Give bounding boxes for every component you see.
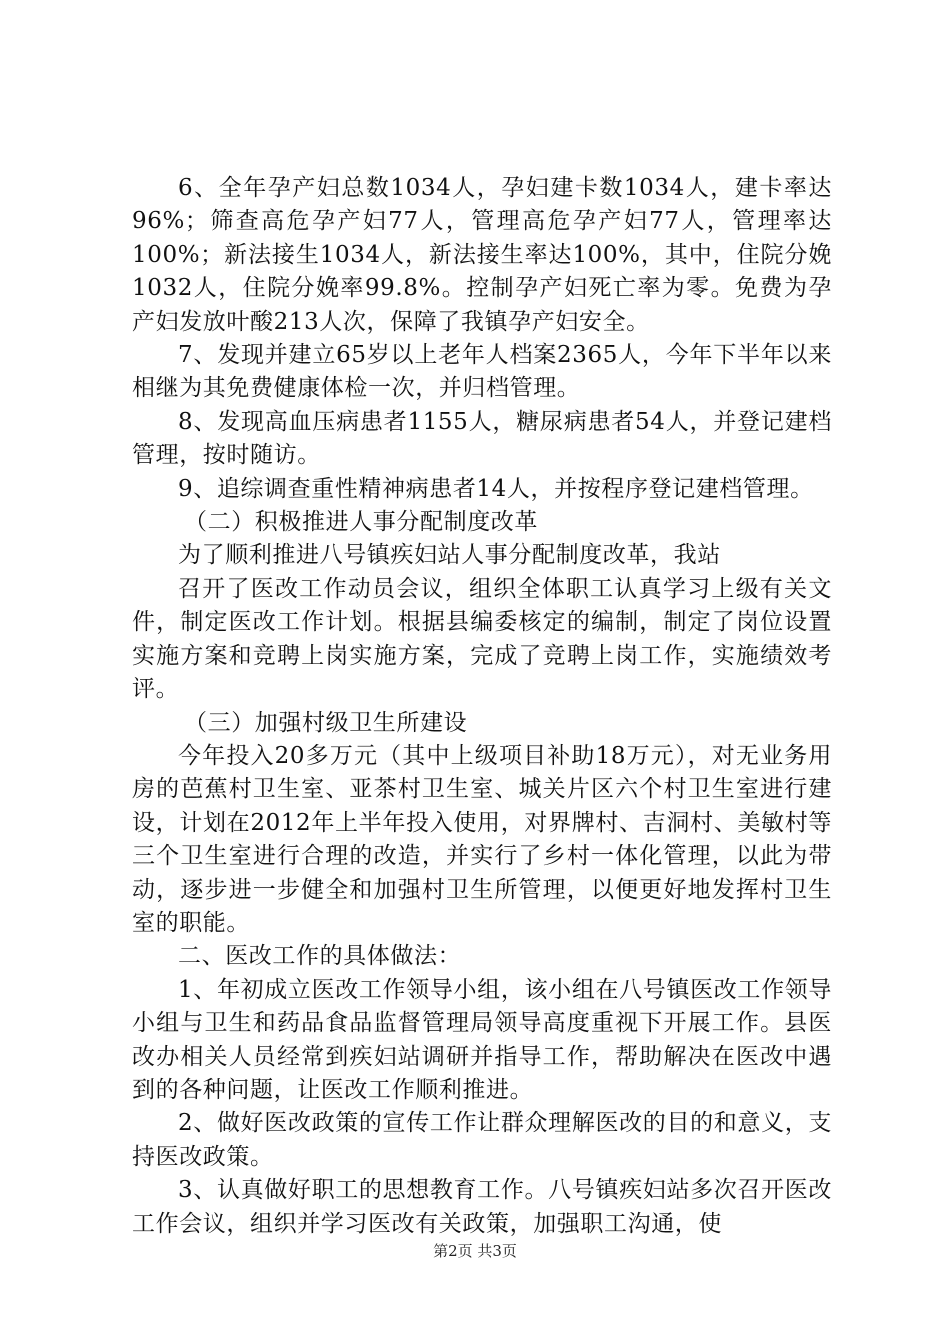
paragraph-item-8: 8、发现高血压病患者1155人，糖尿病患者54人，并登记建档管理，按时随访。 bbox=[132, 408, 832, 469]
section-heading-2: （二）积极推进人事分配制度改革 bbox=[184, 509, 538, 536]
paragraph-clinic-construction: 今年投入20多万元（其中上级项目补助18万元），对无业务用房的芭蕉村卫生室、亚茶村卫生室、城关片区六个村卫生室进行建设，计划在2012年上半年投入使用，对界牌村、吉洞村、美敏村等三个卫生室进行合理的改造，并实行了乡村一体化管理，以此为带动，逐步进一步健全和加强村卫生所管理，以便更好地发挥村卫生室的职能。 bbox=[132, 742, 832, 936]
page-footer: 第2页 共3页 bbox=[433, 1242, 517, 1260]
section-heading-3: （三）加强村级卫生所建设 bbox=[184, 709, 468, 736]
paragraph-item-6: 6、全年孕产妇总数1034人，孕妇建卡数1034人，建卡率达96%；筛查高危孕产妇77人，管理高危孕产妇77人，管理率达100%；新法接生1034人，新法接生率达100%，其中，住院分娩1032人，住院分娩率99.8%。控制孕产妇死亡率为零。免费为孕产妇发放叶酸213人次，保障了我镇孕产妇安全。 bbox=[132, 175, 832, 335]
paragraph-reform-body: 召开了医改工作动员会议，组织全体职工认真学习上级有关文件，制定医改工作计划。根据县编委核定的编制，制定了岗位设置实施方案和竞聘上岗实施方案，完成了竞聘上岗工作，实施绩效考评。 bbox=[132, 575, 832, 703]
paragraph-item-7: 7、发现并建立65岁以上老年人档案2365人，今年下半年以来相继为其免费健康体检一次，并归档管理。 bbox=[132, 342, 832, 402]
paragraph-item-9: 9、追综调查重性精神病患者14人，并按程序登记建档管理。 bbox=[178, 475, 814, 502]
document-body bbox=[132, 172, 832, 1241]
paragraph-practice-1: 1、年初成立医改工作领导小组，该小组在八号镇医改工作领导小组与卫生和药品食品监督管理局领导高度重视下开展工作。县医改办相关人员经常到疾妇站调研并指导工作，帮助解决在医改中遇到的各种问题，让医改工作顺利推进。 bbox=[132, 976, 832, 1103]
paragraph-practice-2: 2、做好医改政策的宣传工作让群众理解医改的目的和意义，支持医改政策。 bbox=[132, 1110, 832, 1170]
paragraph-reform-intro: 为了顺利推进八号镇疾妇站人事分配制度改革，我站 bbox=[178, 542, 721, 569]
paragraph-practice-3: 3、认真做好职工的思想教育工作。八号镇疾妇站多次召开医改工作会议，组织并学习医改有关政策，加强职工沟通，使 bbox=[132, 1177, 832, 1237]
section-heading-practices: 二、医改工作的具体做法： bbox=[178, 943, 462, 970]
